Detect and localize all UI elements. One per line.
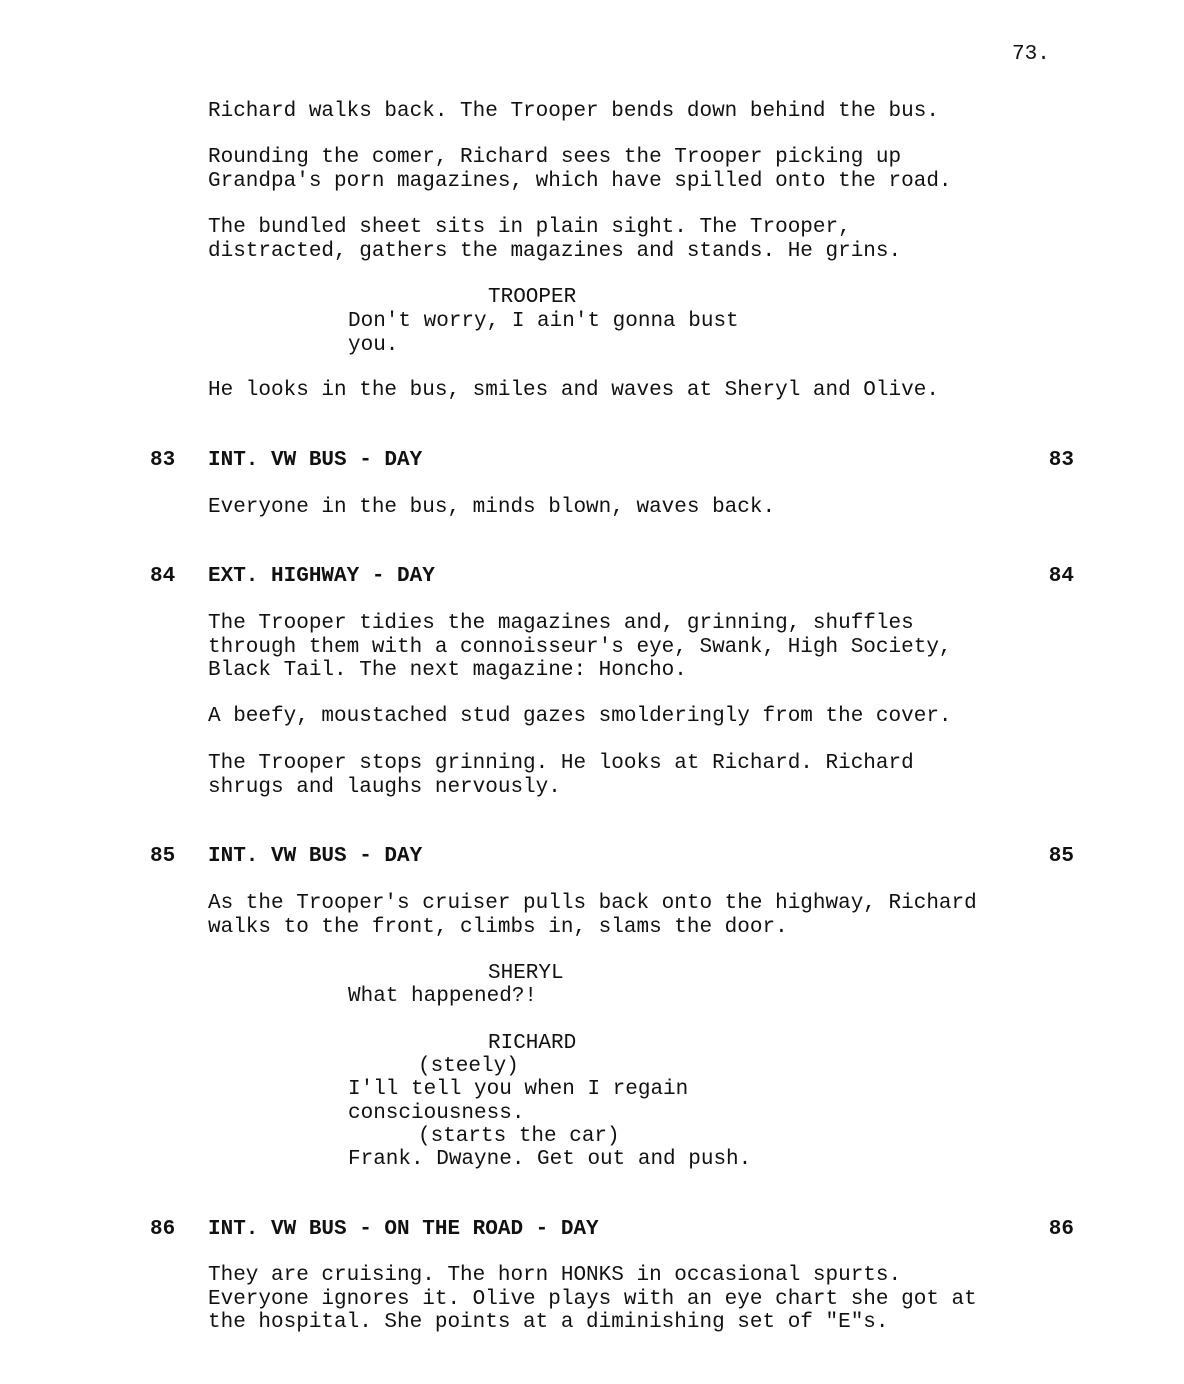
action-line: The Trooper tidies the magazines and, grinning, shuffles [208,612,914,635]
scene-number-left: 86 [150,1218,176,1241]
action-line: The Trooper stops grinning. He looks at Richard. Richard [208,752,914,775]
action-line: A beefy, moustached stud gazes smolderingly from the cover. [208,705,952,728]
dialogue-block [348,1078,688,1125]
scene-number-right: 84 [1048,565,1074,588]
page-number: 73. [1012,43,1050,66]
action-line: The bundled sheet sits in plain sight. The Trooper, [208,216,851,239]
dialogue-line: Don't worry, I ain't gonna bust [348,310,739,333]
action-line: As the Trooper's cruiser pulls back onto the highway, Richard [208,892,977,915]
dialogue-block [348,1148,751,1172]
action-line: through them with a connoisseur's eye, Swank, High Society, [208,635,952,659]
action-block [208,146,952,193]
dialogue-line: What happened?! [348,985,538,1008]
action-block [208,892,977,939]
action-block [208,100,939,124]
action-line: Rounding the comer, Richard sees the Trooper picking up [208,146,902,169]
action-block [208,752,914,799]
dialogue-line: you. [348,333,399,357]
scene-number-right: 86 [1048,1218,1074,1241]
action-line: Richard walks back. The Trooper bends down behind the bus. [208,100,939,123]
action-line: shrugs and laughs nervously. [208,775,561,799]
dialogue-line: I'll tell you when I regain [348,1078,689,1101]
action-block [208,379,939,403]
action-line: walks to the front, climbs in, slams the door. [208,915,788,939]
action-line: distracted, gathers the magazines and stands. He grins. [208,239,902,263]
scene-number-left: 85 [150,845,176,868]
action-block [208,216,901,263]
action-block [208,496,775,520]
scene-heading: INT. VW BUS - DAY [208,449,423,472]
scene-heading: INT. VW BUS - ON THE ROAD - DAY [208,1218,599,1241]
dialogue-line: Frank. Dwayne. Get out and push. [348,1148,752,1171]
parenthetical: (starts the car) [418,1125,620,1148]
scene-number-right: 85 [1048,845,1074,868]
action-block [208,705,952,729]
dialogue-line: consciousness. [348,1101,525,1125]
action-line: They are cruising. The horn HONKS in occasional spurts. [208,1264,902,1287]
character-name: RICHARD [488,1032,577,1055]
character-name: TROOPER [488,286,577,309]
scene-number-left: 84 [150,565,176,588]
action-line: Everyone ignores it. Olive plays with an eye chart she got at [208,1287,977,1311]
action-block [208,1264,977,1335]
action-line: Everyone in the bus, minds blown, waves back. [208,496,776,519]
scene-heading: EXT. HIGHWAY - DAY [208,565,435,588]
dialogue-block [348,985,537,1009]
action-line: the hospital. She points at a diminishing set of "E"s. [208,1311,889,1334]
scene-number-left: 83 [150,449,176,472]
character-name: SHERYL [488,962,564,985]
action-block [208,612,952,683]
scene-number-right: 83 [1048,449,1074,472]
action-line: Grandpa's porn magazines, which have spilled onto the road. [208,169,952,193]
scene-heading: INT. VW BUS - DAY [208,845,423,868]
action-line: He looks in the bus, smiles and waves at Sheryl and Olive. [208,379,939,402]
action-line: Black Tail. The next magazine: Honcho. [208,659,687,682]
dialogue-block [348,310,739,357]
parenthetical: (steely) [418,1055,519,1078]
